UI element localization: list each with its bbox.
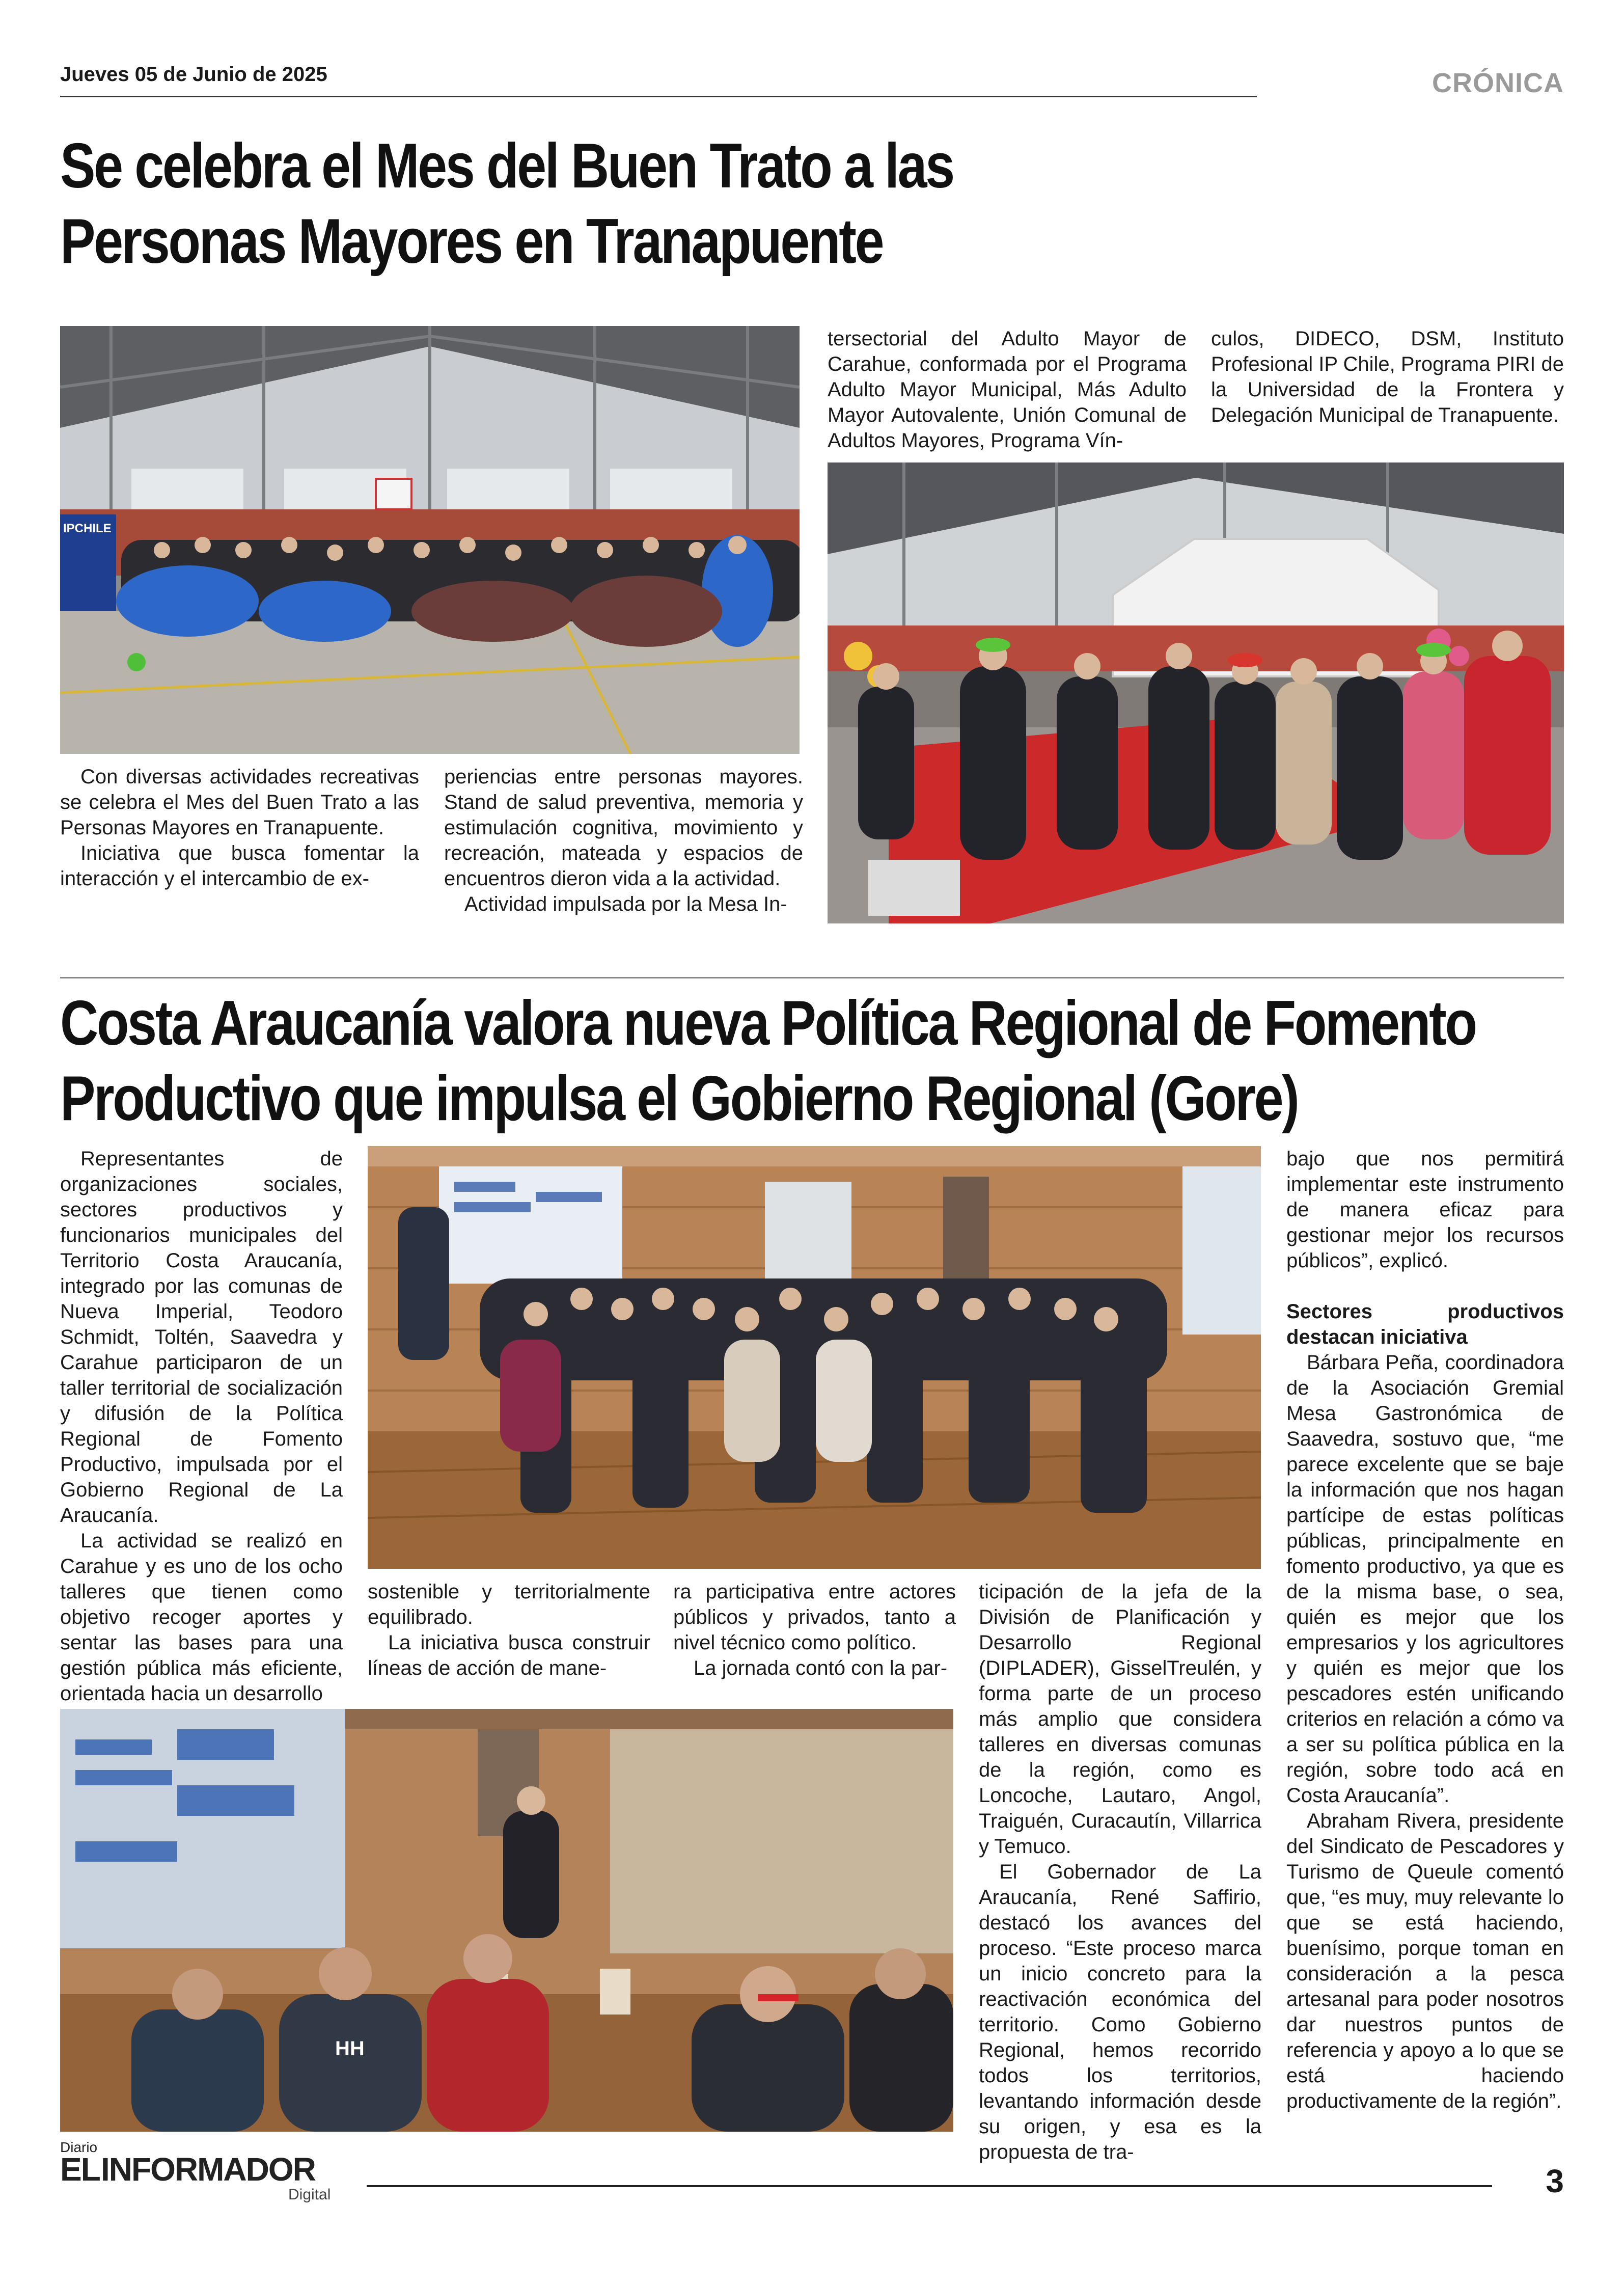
paragraph: Bárbara Peña, coordinadora de la Asociación Gremial Mesa Gastronómica de Saavedra, sostuvo que, “me parece excelente que se baje la información que nos hagan partícipe de estas políticas públicas, principalmente en fomento productivo, ya que es de la misma base, o sea, quién es mejor que los empresarios y los agricultores y quién es mejor que los pescadores estén unificando criterios en relación a cómo va a ser su política pública en la región, sobre todo acá en Costa Araucanía”.: [1286, 1351, 1564, 1807]
logo-word-diario: Diario: [60, 2139, 98, 2155]
photo-dancing: [828, 462, 1564, 923]
logo-word-el: EL: [60, 2151, 100, 2188]
header-rule: [60, 96, 1257, 97]
paragraph: La actividad se realizó en Carahue y es uno de los ocho talleres que tienen como objetivo recoger aportes y sentar las bases para una gestión pública más eficiente, orientada hacia un desarrollo: [60, 1530, 343, 1705]
paragraph: Representantes de organizaciones sociales, sectores productivos y funcionarios municipales del Territorio Costa Araucanía, integrado por las comunas de Nueva Imperial, Teodoro Schmidt, Toltén, Saavedra y Carahue participaron de un taller territorial de socialización y difusión de la Política Regional de Fomento Productivo, impulsada por el Gobierno Regional de La Araucanía.: [60, 1148, 343, 1527]
photo-workshop-group: [368, 1146, 1261, 1569]
logo-word-informador: INFORMADOR: [101, 2151, 315, 2188]
paragraph: tersectorial del Adulto Mayor de Carahue, conformada por el Programa Adulto Mayor Municipal, Más Adulto Mayor Autovalente, Unión Comunal de Adultos Mayores, Programa Vín-: [828, 328, 1187, 452]
logo-word-digital: Digital: [288, 2186, 331, 2203]
article1-column-3: [828, 326, 1187, 453]
paragraph: periencias entre personas mayores. Stand de salud preventiva, memoria y estimulación cognitiva, movimiento y recreación, mateada y espacios de encuentros dieron vida a la actividad.: [444, 766, 803, 890]
article1-column-2: [444, 764, 803, 917]
paragraph: ticipación de la jefa de la División de Planificación y Desarrollo Regional (DIPLADER), GisselTreulén, y forma parte de un proceso más amplio que considera talleres en diversas comunas de la región, como es Loncoche, Lautaro, Angol, Traiguén, Curacautín, Villarrica y Temuco.: [979, 1581, 1261, 1858]
paragraph: bajo que nos permitirá implementar este instrumento de manera eficaz para gestionar mejor los recursos públicos”, explicó.: [1286, 1148, 1564, 1272]
paragraph: Actividad impulsada por la Mesa In-: [464, 893, 787, 915]
article2-column-2: [368, 1579, 650, 1681]
subheading: Sectores productivos destacan iniciativa: [1286, 1300, 1564, 1348]
banner-text: IPCHILE: [63, 522, 112, 535]
article1-column-1: [60, 764, 419, 891]
article2-column-1: [60, 1146, 343, 1706]
paragraph: Iniciativa que busca fomentar la interacción y el intercambio de ex-: [60, 842, 419, 890]
issue-date: Jueves 05 de Junio de 2025: [60, 63, 327, 86]
paragraph: La iniciativa busca construir líneas de acción de mane-: [368, 1631, 650, 1679]
paragraph: Con diversas actividades recreativas se celebra el Mes del Buen Trato a las Personas Mayores en Tranapuente.: [60, 766, 419, 839]
paragraph: culos, DIDECO, DSM, Instituto Profesional IP Chile, Programa PIRI de la Universidad de la Frontera y Delegación Municipal de Tranapuente.: [1211, 328, 1564, 426]
section-label: CRÓNICA: [1432, 68, 1564, 98]
article2-title-line2: Productivo que impulsa el Gobierno Regional (Gore): [60, 1064, 1298, 1134]
publication-logo: [60, 2139, 345, 2203]
article2-column-4: [979, 1579, 1261, 2165]
photo-presentation: [60, 1709, 953, 2132]
paragraph: La jornada contó con la par-: [694, 1657, 948, 1679]
paragraph: El Gobernador de La Araucanía, René Saffirio, destacó los avances del proceso. “Este proceso marca un inicio concreto para la reactivación económica del territorio. Como Gobierno Regional, hemos recorrido todos los territorios, levantando información desde su origen, y esa es la propuesta de tra-: [979, 1861, 1261, 2163]
jacket-text: HH: [335, 2037, 365, 2060]
page-number: 3: [1546, 2163, 1564, 2199]
footer-rule: [367, 2185, 1492, 2187]
article1-column-4: [1211, 326, 1564, 428]
paragraph: sostenible y territorialmente equilibrado.: [368, 1581, 650, 1628]
article-separator: [60, 977, 1564, 978]
paragraph: Abraham Rivera, presidente del Sindicato de Pescadores y Turismo de Queule comentó que, “es muy, muy relevante lo que se está haciendo, buenísimo, porque toman en consideración a la pesca artesanal para poder nosotros dar nuestros puntos de referencia y apoyo a lo que se está haciendo productivamente de la región”.: [1286, 1810, 1564, 2112]
article2-column-3: [673, 1579, 956, 1681]
article1-title-line1: Se celebra el Mes del Buen Trato a las: [60, 131, 953, 201]
article1-title-line2: Personas Mayores en Tranapuente: [60, 206, 883, 277]
article2-title-line1: Costa Araucanía valora nueva Política Regional de Fomento: [60, 988, 1476, 1058]
article2-column-5: [1286, 1146, 1564, 2114]
photo-gym-group: [60, 326, 800, 754]
paragraph: ra participativa entre actores públicos y privados, tanto a nivel técnico como político.: [673, 1581, 956, 1654]
